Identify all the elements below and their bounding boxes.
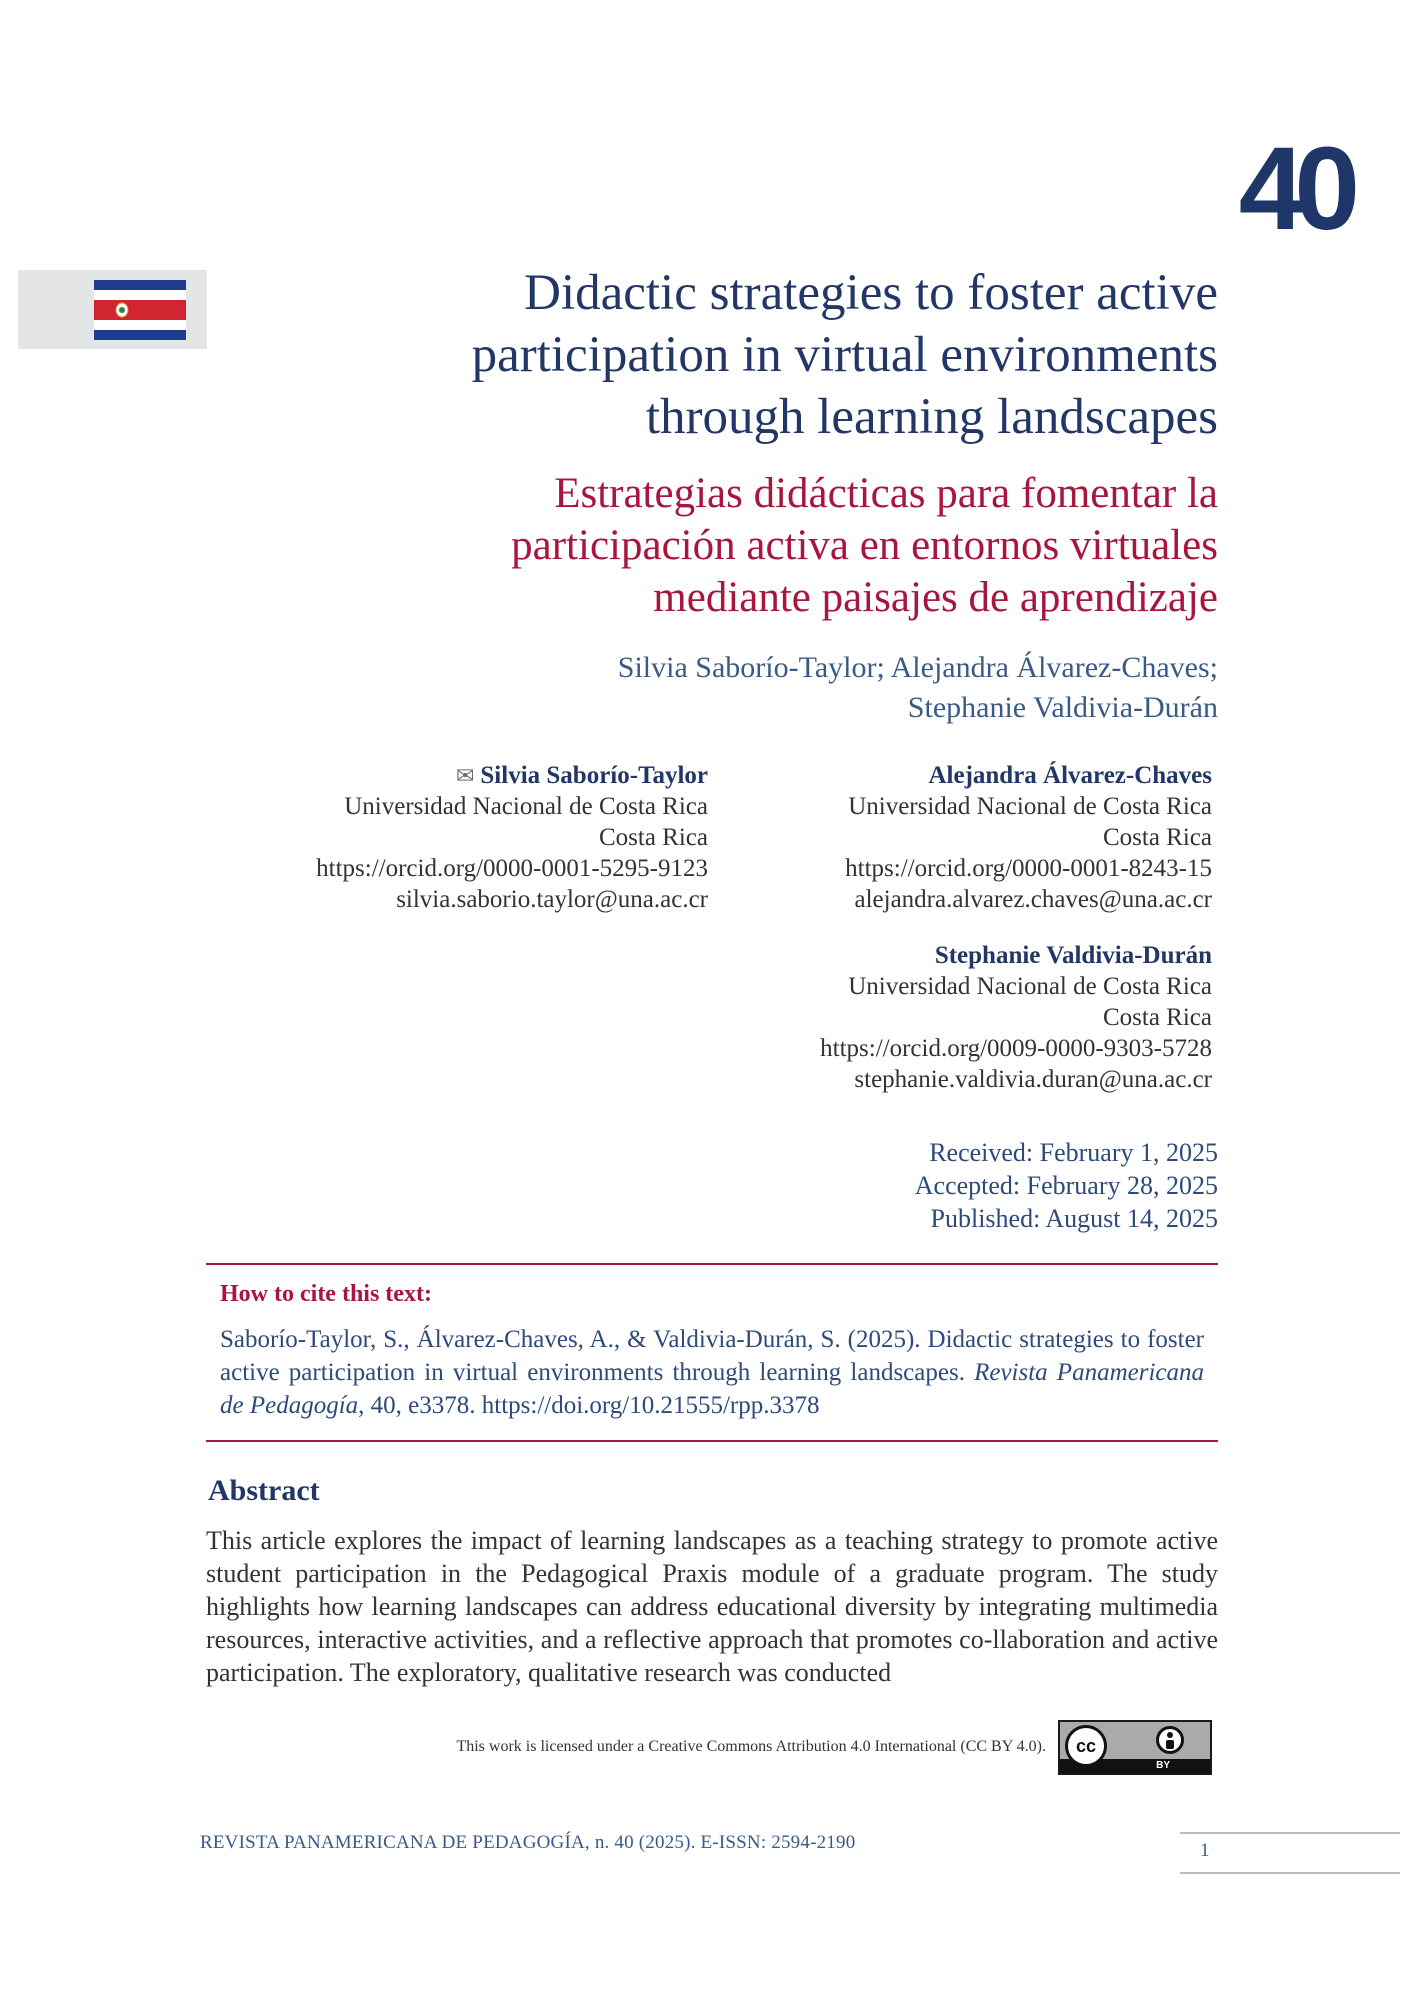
abstract-text: This article explores the impact of learning landscapes as a teaching strategy to promote active student participation in the Pedagogical Praxis module of a graduate program. The study highlights how learning landscapes can address educational diversity by integrating multimedia resources, interactive activities, and a reflective approach that promotes co-llaboration and active participation. The exploratory, qualitative research was conducted xyxy=(206,1526,1218,1687)
citation-text xyxy=(220,1323,1204,1422)
footer-journal-info: REVISTA PANAMERICANA DE PEDAGOGÍA, n. 40 (2025). E-ISSN: 2594-2190 xyxy=(200,1832,856,1853)
author-name: Alejandra Álvarez-Chaves xyxy=(928,762,1212,789)
author-name: Stephanie Valdivia-Durán xyxy=(934,942,1212,969)
cc-by-badge[interactable] xyxy=(1058,1720,1212,1775)
author-name: Silvia Saborío-Taylor xyxy=(480,762,708,789)
citation-doi[interactable]: , 40, e3378. https://doi.org/10.21555/rpp.3378 xyxy=(358,1392,820,1419)
authors-line: Silvia Saborío-Taylor; Alejandra Álvarez-Chaves; xyxy=(617,651,1218,684)
envelope-icon[interactable]: ✉ xyxy=(455,763,475,788)
title-en-line: through learning landscapes xyxy=(645,389,1218,445)
page-number-box xyxy=(1180,1832,1400,1874)
creative-commons-icon xyxy=(1065,1725,1107,1767)
author-email-link[interactable]: alejandra.alvarez.chaves@una.ac.cr xyxy=(854,886,1212,913)
author-institution: Universidad Nacional de Costa Rica xyxy=(848,793,1212,820)
author-orcid-link[interactable]: https://orcid.org/0009-0000-9303-5728 xyxy=(820,1035,1212,1062)
title-es-line: participación activa en entornos virtuales xyxy=(511,522,1218,569)
title-es-line: Estrategias didácticas para fomentar la xyxy=(554,470,1218,517)
received-date: Received: February 1, 2025 xyxy=(929,1138,1218,1167)
license-notice: This work is licensed under a Creative Commons Attribution 4.0 International (CC BY 4.0). xyxy=(456,1738,1046,1755)
author-country: Costa Rica xyxy=(1102,824,1212,851)
affiliation-author-3 xyxy=(820,940,1212,1095)
title-spanish xyxy=(318,468,1218,624)
author-orcid-link[interactable]: https://orcid.org/0000-0001-5295-9123 xyxy=(316,855,708,882)
author-email-link[interactable]: silvia.saborio.taylor@una.ac.cr xyxy=(396,886,708,913)
issue-number: 40 xyxy=(1238,123,1350,255)
article-dates xyxy=(915,1136,1218,1235)
title-english xyxy=(318,262,1218,448)
author-institution: Universidad Nacional de Costa Rica xyxy=(848,973,1212,1000)
by-label: BY xyxy=(1156,1760,1170,1771)
citation-box xyxy=(206,1263,1218,1442)
author-institution: Universidad Nacional de Costa Rica xyxy=(344,793,708,820)
published-date: Published: August 14, 2025 xyxy=(930,1204,1218,1233)
author-country: Costa Rica xyxy=(1102,1004,1212,1031)
country-flag-box xyxy=(18,270,207,349)
citation-heading: How to cite this text: xyxy=(220,1281,432,1307)
accepted-date: Accepted: February 28, 2025 xyxy=(914,1171,1218,1200)
attribution-person-icon xyxy=(1156,1726,1184,1754)
author-orcid-link[interactable]: https://orcid.org/0000-0001-8243-15 xyxy=(845,855,1212,882)
citation-authors-title: Saborío-Taylor, S., Álvarez-Chaves, A., & Valdivia-Durán, S. (2025). Didactic strategies to foster active participation in virtual environments through learning landscapes. xyxy=(220,1326,1204,1386)
costa-rica-flag-icon xyxy=(94,280,186,340)
page-number: 1 xyxy=(1200,1840,1210,1861)
cc-label: cc xyxy=(1075,1735,1097,1756)
authors-line: Stephanie Valdivia-Durán xyxy=(907,691,1218,724)
affiliation-author-1 xyxy=(316,760,708,915)
title-block xyxy=(318,262,1218,728)
citation-journal: Revista Panamericana de Pedagogía xyxy=(220,1359,1205,1419)
affiliation-author-2 xyxy=(845,760,1212,915)
title-en-line: Didactic strategies to foster active xyxy=(524,265,1218,321)
author-country: Costa Rica xyxy=(598,824,708,851)
abstract-heading: Abstract xyxy=(208,1474,320,1507)
title-es-line: mediante paisajes de aprendizaje xyxy=(653,574,1218,621)
author-email-link[interactable]: stephanie.valdivia.duran@una.ac.cr xyxy=(854,1066,1212,1093)
title-en-line: participation in virtual environments xyxy=(471,327,1218,383)
authors-list xyxy=(318,648,1218,728)
